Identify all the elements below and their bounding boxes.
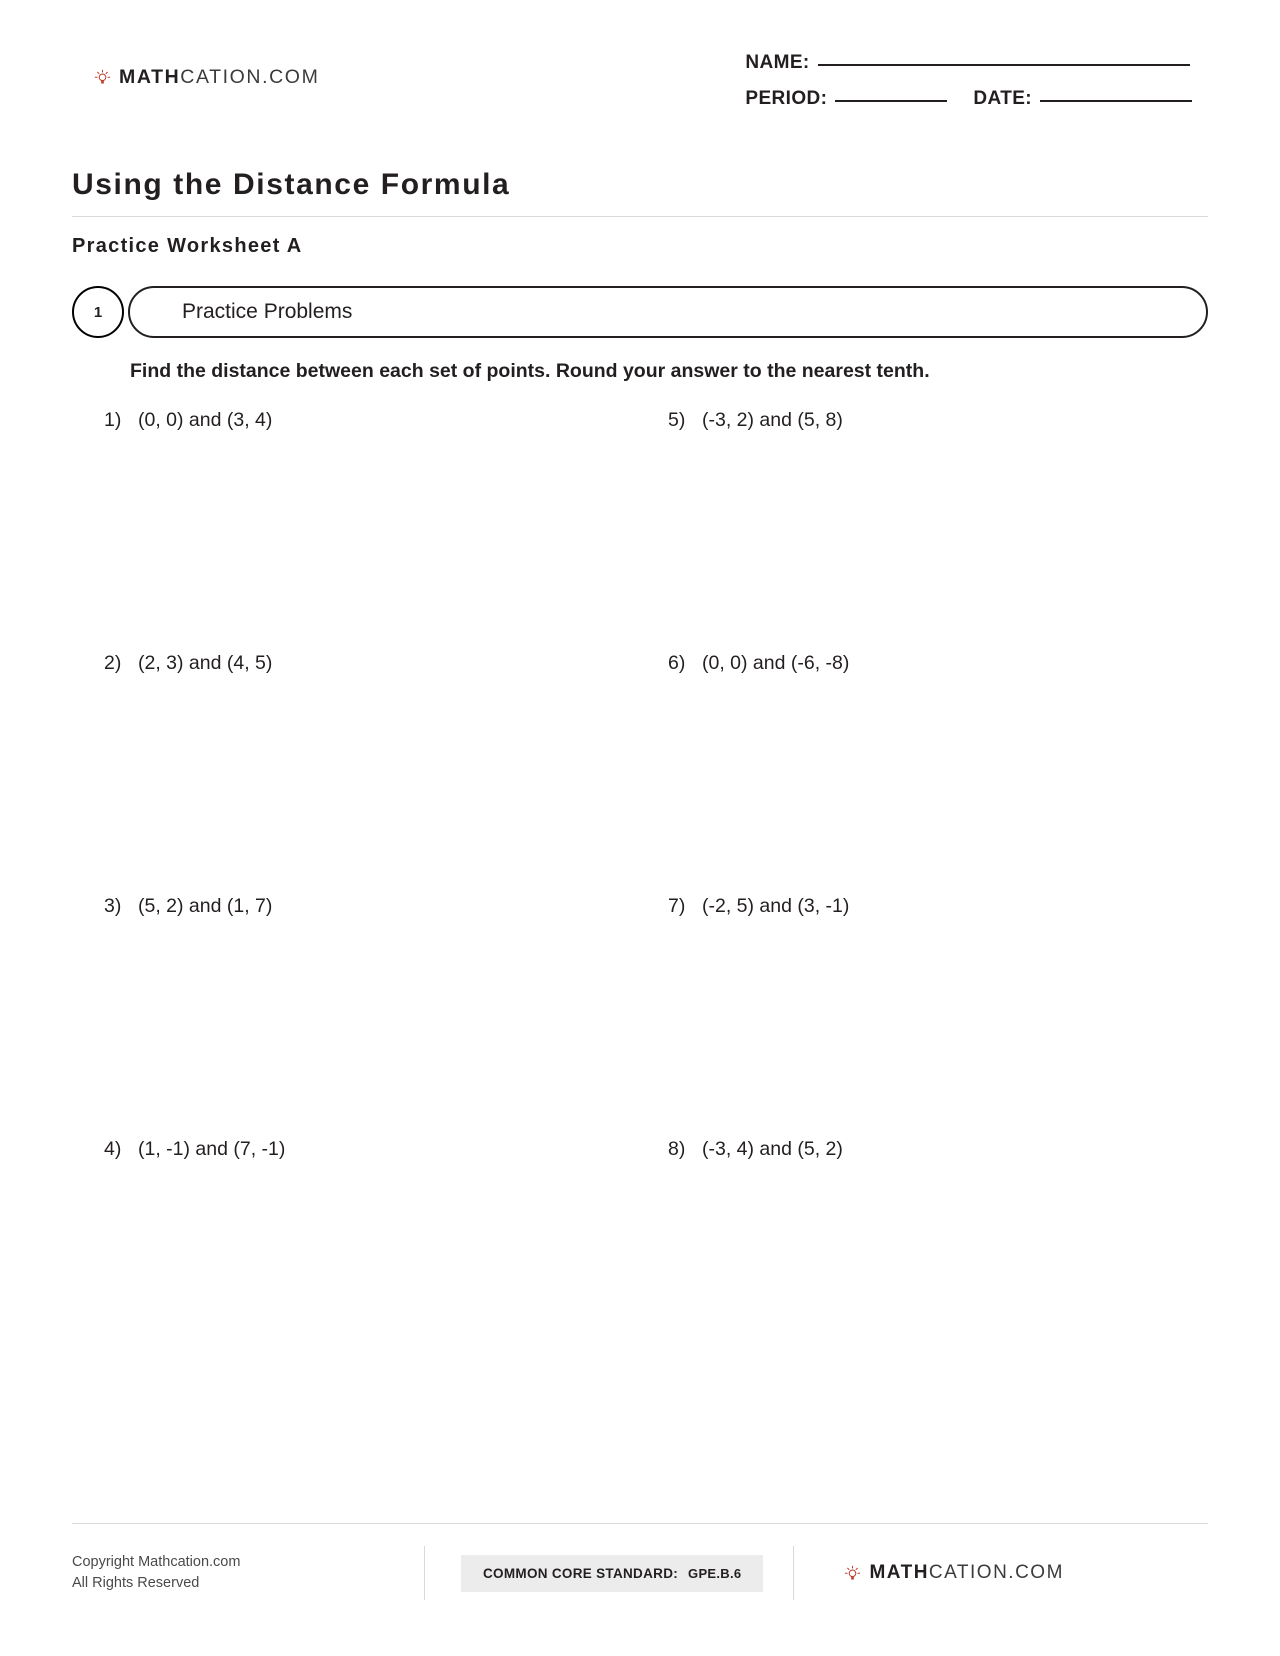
problem-text: (-3, 4) and (5, 2) bbox=[702, 1138, 843, 1160]
problem-row bbox=[72, 652, 1208, 895]
date-label: DATE: bbox=[973, 88, 1032, 109]
problem-number: 1) bbox=[104, 409, 122, 431]
copyright-block bbox=[72, 1552, 424, 1594]
problem-text: (5, 2) and (1, 7) bbox=[138, 895, 273, 917]
footer-brand-wordmark bbox=[869, 1562, 1063, 1584]
lightbulb-icon bbox=[844, 1565, 861, 1582]
footer-separator-left bbox=[424, 1546, 425, 1600]
lightbulb-icon bbox=[94, 69, 111, 86]
common-core-label: COMMON CORE STANDARD: bbox=[483, 1565, 679, 1581]
problem-number: 7) bbox=[668, 895, 686, 917]
problem-item bbox=[640, 895, 1208, 1138]
problem-row bbox=[72, 1138, 1208, 1161]
problem-row bbox=[72, 895, 1208, 1138]
problem-grid bbox=[72, 409, 1208, 1161]
brand-light: CATION.COM bbox=[180, 66, 320, 88]
footer-divider bbox=[72, 1523, 1208, 1524]
copyright-line-1: Copyright Mathcation.com bbox=[72, 1553, 241, 1570]
name-label: NAME: bbox=[745, 52, 810, 73]
section-number-badge: 1 bbox=[72, 286, 124, 338]
page-title: Using the Distance Formula bbox=[72, 168, 511, 201]
problem-number: 6) bbox=[668, 652, 686, 674]
common-core-value: GPE.B.6 bbox=[688, 1565, 742, 1581]
problem-text: (2, 3) and (4, 5) bbox=[138, 652, 273, 674]
page-header bbox=[72, 0, 1208, 124]
problem-item bbox=[72, 409, 640, 652]
footer-content bbox=[72, 1546, 1208, 1600]
name-input-line[interactable] bbox=[818, 64, 1190, 66]
title-divider bbox=[72, 216, 1208, 217]
page-subtitle: Practice Worksheet A bbox=[72, 235, 303, 257]
problem-item bbox=[640, 652, 1208, 895]
section-instructions: Find the distance between each set of points. Round your answer to the nearest tenth. bbox=[130, 360, 930, 382]
common-core-badge bbox=[461, 1555, 763, 1592]
problem-number: 8) bbox=[668, 1138, 686, 1160]
problem-text: (1, -1) and (7, -1) bbox=[138, 1138, 286, 1160]
brand-logo bbox=[94, 66, 319, 89]
section-banner-pill bbox=[128, 286, 1208, 338]
footer-separator-right bbox=[793, 1546, 794, 1600]
name-field-row bbox=[745, 52, 1192, 74]
page-footer bbox=[72, 1515, 1208, 1600]
date-input-line[interactable] bbox=[1040, 100, 1192, 102]
footer-brand-logo bbox=[844, 1562, 1063, 1584]
problem-item bbox=[72, 652, 640, 895]
problem-text: (0, 0) and (-6, -8) bbox=[702, 652, 850, 674]
section-banner bbox=[72, 286, 1208, 338]
footer-brand-light: CATION.COM bbox=[928, 1562, 1064, 1583]
problem-text: (-3, 2) and (5, 8) bbox=[702, 409, 843, 431]
student-info-fields bbox=[745, 52, 1192, 124]
problem-number: 2) bbox=[104, 652, 122, 674]
problem-item bbox=[640, 409, 1208, 652]
footer-brand-bold: MATH bbox=[869, 1562, 929, 1583]
problem-item bbox=[72, 1138, 640, 1161]
problem-text: (-2, 5) and (3, -1) bbox=[702, 895, 850, 917]
period-input-line[interactable] bbox=[835, 100, 947, 102]
problem-text: (0, 0) and (3, 4) bbox=[138, 409, 273, 431]
problem-item bbox=[72, 895, 640, 1138]
brand-bold: MATH bbox=[119, 66, 181, 88]
period-date-field-row bbox=[745, 88, 1192, 110]
problem-number: 5) bbox=[668, 409, 686, 431]
copyright-line-2: All Rights Reserved bbox=[72, 1575, 200, 1591]
problem-item bbox=[640, 1138, 1208, 1161]
section-heading: Practice Problems bbox=[182, 300, 353, 323]
problem-number: 3) bbox=[104, 895, 122, 917]
period-label: PERIOD: bbox=[745, 88, 828, 109]
problem-row bbox=[72, 409, 1208, 652]
problem-number: 4) bbox=[104, 1138, 122, 1160]
brand-wordmark bbox=[119, 66, 319, 89]
